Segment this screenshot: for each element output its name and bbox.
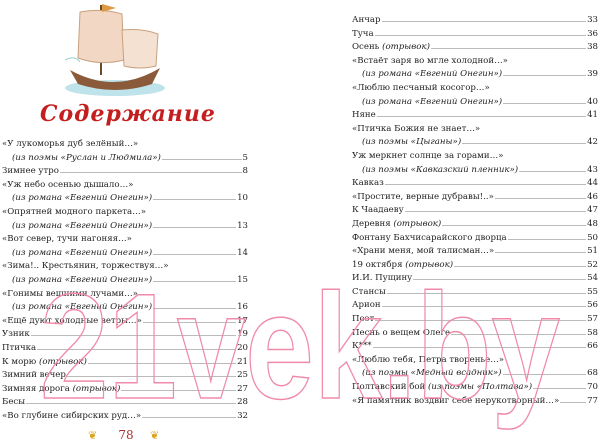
leader-line xyxy=(387,293,586,294)
entry-page: 13 xyxy=(237,220,248,231)
toc-entry-title xyxy=(2,410,141,424)
entry-text: «Люблю тебя, Петра творенье…» xyxy=(352,354,505,365)
toc-entry xyxy=(352,68,598,82)
toc-entry-title xyxy=(352,245,494,259)
leader-line xyxy=(143,322,236,323)
toc-entry xyxy=(352,123,598,137)
toc-entry xyxy=(352,191,598,205)
leader-line xyxy=(121,390,236,391)
toc-entry xyxy=(352,232,598,246)
entry-text: «Зима!.. Крестьянин, торжествуя…» xyxy=(2,261,169,272)
entry-page: 32 xyxy=(237,410,248,421)
leader-line xyxy=(88,363,236,364)
entry-source: (отрывок) xyxy=(72,383,121,394)
toc-entry-title xyxy=(12,274,152,288)
toc-entry xyxy=(352,218,598,232)
entry-page: 70 xyxy=(587,382,598,393)
entry-text: Зимнее утро xyxy=(2,166,59,177)
leader-line xyxy=(560,402,586,403)
toc-entry xyxy=(352,340,598,354)
toc-entry xyxy=(352,367,598,381)
toc-entry-title xyxy=(12,152,161,166)
entry-page: 54 xyxy=(587,273,598,284)
toc-entry xyxy=(2,220,248,234)
entry-text: «Опрятней модного паркета…» xyxy=(2,206,146,217)
leader-line xyxy=(377,116,586,117)
entry-text: «Люблю песчаный косогор…» xyxy=(352,82,490,93)
leader-line xyxy=(385,184,586,185)
toc-entry-title xyxy=(2,288,138,302)
toc-entry xyxy=(352,299,598,313)
entry-source: (из романа «Евгений Онегин») xyxy=(12,247,153,258)
toc-entry xyxy=(2,396,248,410)
leader-line xyxy=(382,306,586,307)
toc-entry xyxy=(352,41,598,55)
leader-line xyxy=(153,281,236,282)
toc-entry xyxy=(352,28,598,42)
toc-entry xyxy=(352,245,598,259)
toc-entry-title xyxy=(352,28,374,42)
leader-line xyxy=(533,388,586,389)
toc-entry-title xyxy=(2,165,59,179)
toc-entry xyxy=(352,164,598,178)
entry-page: 68 xyxy=(587,368,598,379)
leader-line xyxy=(153,308,236,309)
toc-entry xyxy=(2,410,248,424)
entry-text: Уж меркнет солнце за горами…» xyxy=(352,150,504,161)
entry-page: 44 xyxy=(587,178,598,189)
entry-text: Фонтану Бахчисарайского дворца xyxy=(352,232,507,243)
entry-page: 25 xyxy=(237,370,248,381)
toc-entry xyxy=(352,381,598,395)
entry-text: Анчар xyxy=(352,15,381,25)
entry-page: 52 xyxy=(587,259,598,270)
toc-entry xyxy=(352,259,598,273)
entry-page: 21 xyxy=(237,356,248,367)
entry-source: (из романа «Евгений Онегин») xyxy=(12,193,153,204)
toc-entry-title xyxy=(362,136,461,150)
toc-entry xyxy=(2,342,248,356)
entry-source: (из поэмы «Кавказский пленник») xyxy=(362,164,519,175)
toc-entry-title xyxy=(2,179,133,193)
toc-entry xyxy=(2,301,248,315)
toc-entry-title xyxy=(2,233,132,247)
entry-source: (из поэмы «Полтава») xyxy=(428,382,533,393)
entry-page: 50 xyxy=(587,232,598,243)
toc-entry xyxy=(2,165,248,179)
toc-entry xyxy=(2,315,248,329)
toc-entry-title xyxy=(352,340,372,354)
toc-entry-title xyxy=(352,259,453,273)
entry-source: (из романа «Евгений Онегин») xyxy=(12,220,153,231)
entry-page: 47 xyxy=(587,205,598,216)
entry-text: «Храни меня, мой талисман…» xyxy=(352,246,495,257)
entry-text: Бесы xyxy=(2,397,26,408)
toc-entry xyxy=(352,204,598,218)
toc-entry xyxy=(2,192,248,206)
entry-text: «Уж небо осенью дышало…» xyxy=(2,179,134,190)
entry-source: (из поэмы «Руслан и Людмила») xyxy=(12,152,161,163)
entry-page: 20 xyxy=(237,342,248,353)
entry-page: 14 xyxy=(237,247,248,258)
toc-entry-title xyxy=(2,396,25,410)
toc-entry-title xyxy=(352,41,430,55)
toc-entry-title xyxy=(352,204,404,218)
ship-illustration xyxy=(60,0,170,100)
toc-entry-title xyxy=(352,395,559,409)
entry-page: 51 xyxy=(587,246,598,257)
toc-entry xyxy=(352,136,598,150)
toc-entry-title xyxy=(352,218,441,232)
entry-source: (отрывок) xyxy=(382,42,430,53)
entry-page: 38 xyxy=(587,42,598,53)
toc-entry xyxy=(2,369,248,383)
leader-line xyxy=(60,172,242,173)
leader-line xyxy=(31,335,236,336)
entry-text: «Гонимы вешними лучами…» xyxy=(2,288,138,299)
leader-line xyxy=(454,266,586,267)
entry-text: Стансы xyxy=(352,286,386,297)
leader-line xyxy=(442,225,586,226)
entry-text: К морю xyxy=(2,356,39,367)
toc-entry-title xyxy=(352,272,412,286)
toc-entry xyxy=(2,274,248,288)
toc-entry xyxy=(2,356,248,370)
leader-line xyxy=(405,211,586,212)
entry-text: Няне xyxy=(352,110,376,121)
entry-text: Песнь о вещем Олеге xyxy=(352,327,451,338)
entry-text: Зимняя дорога xyxy=(2,383,73,394)
leader-line xyxy=(519,171,586,172)
entry-text: Птичка xyxy=(2,342,37,353)
toc-entry-title xyxy=(2,356,87,370)
entry-source: (из романа «Евгений Онегин») xyxy=(12,302,153,313)
leader-line xyxy=(503,103,586,104)
entry-text: К Чаадаеву xyxy=(352,205,404,216)
toc-entry xyxy=(2,206,248,220)
entry-text: Арион xyxy=(352,300,381,311)
leader-line xyxy=(162,159,242,160)
toc-entry xyxy=(2,328,248,342)
toc-entry xyxy=(352,272,598,286)
entry-page: 46 xyxy=(587,191,598,202)
leader-line xyxy=(375,35,586,36)
toc-left-column xyxy=(2,138,248,423)
toc-entry xyxy=(352,150,598,164)
entry-source: (из романа «Евгений Онегин») xyxy=(362,96,503,107)
toc-entry-title xyxy=(2,369,66,383)
entry-text: «Я памятник воздвиг себе нерукотворный…» xyxy=(352,395,560,406)
toc-entry-title xyxy=(362,96,502,110)
toc-entry xyxy=(352,55,598,69)
entry-source: (из поэмы «Медный всадник») xyxy=(362,368,502,379)
entry-page: 10 xyxy=(237,193,248,204)
leader-line xyxy=(142,417,236,418)
toc-entry-title xyxy=(12,220,152,234)
entry-page: 55 xyxy=(587,286,598,297)
toc-entry-title xyxy=(352,313,374,327)
leader-line xyxy=(67,376,236,377)
toc-entry-title xyxy=(352,55,508,69)
entry-source: (отрывок) xyxy=(405,259,454,270)
toc-entry-title xyxy=(352,354,504,368)
leader-line xyxy=(495,198,586,199)
toc-entry-title xyxy=(352,123,480,137)
entry-page: 40 xyxy=(587,96,598,107)
toc-right-column xyxy=(352,14,598,408)
entry-text: К*** xyxy=(352,341,372,352)
toc-entry-title xyxy=(12,247,152,261)
entry-page: 41 xyxy=(587,110,598,121)
toc-entry-title xyxy=(2,206,146,220)
leader-line xyxy=(462,143,586,144)
leader-line xyxy=(375,320,586,321)
leader-line xyxy=(431,48,586,49)
toc-entry xyxy=(352,313,598,327)
toc-entry xyxy=(2,152,248,166)
toc-entry xyxy=(2,288,248,302)
leader-line xyxy=(495,252,586,253)
leader-line xyxy=(451,334,586,335)
toc-entry-title xyxy=(352,177,384,191)
toc-entry xyxy=(352,109,598,123)
toc-entry-title xyxy=(12,192,152,206)
toc-entry-title xyxy=(352,381,532,395)
entry-page: 8 xyxy=(242,166,248,177)
entry-page: 39 xyxy=(587,69,598,80)
toc-entry xyxy=(2,247,248,261)
toc-entry xyxy=(2,383,248,397)
entry-text: «Вот север, тучи нагоняя…» xyxy=(2,234,132,245)
toc-entry xyxy=(2,260,248,274)
entry-text: Зимний вечер xyxy=(2,370,66,381)
toc-entry-title xyxy=(352,327,450,341)
leader-line xyxy=(153,199,236,200)
entry-page: 17 xyxy=(237,315,248,326)
toc-entry-title xyxy=(352,286,386,300)
entry-page: 56 xyxy=(587,300,598,311)
leader-line xyxy=(37,349,236,350)
leader-line xyxy=(508,239,586,240)
toc-entry-title xyxy=(352,14,381,28)
toc-entry-title xyxy=(352,299,381,313)
ornament-left-icon: ❦ xyxy=(88,429,98,442)
toc-entry xyxy=(2,233,248,247)
entry-text: Полтавский бой xyxy=(352,382,429,393)
entry-text: «Птичка Божия не знает…» xyxy=(352,123,481,134)
toc-entry-title xyxy=(362,367,502,381)
entry-source: (из романа «Евгений Онегин») xyxy=(12,274,153,285)
leader-line xyxy=(153,254,236,255)
toc-entry-title xyxy=(2,315,142,329)
leader-line xyxy=(26,403,236,404)
entry-text: «Простите, верные дубравы!..» xyxy=(352,191,494,202)
entry-page: 57 xyxy=(587,314,598,325)
toc-entry-title xyxy=(362,164,518,178)
entry-page: 43 xyxy=(587,164,598,175)
toc-entry-title xyxy=(2,342,36,356)
toc-entry xyxy=(352,14,598,28)
entry-page: 42 xyxy=(587,137,598,148)
leader-line xyxy=(503,75,586,76)
entry-page: 33 xyxy=(587,15,598,25)
entry-text: «У лукоморья дуб зелёный…» xyxy=(2,139,139,149)
entry-page: 36 xyxy=(587,28,598,39)
leader-line xyxy=(503,374,587,375)
toc-entry xyxy=(352,82,598,96)
toc-entry xyxy=(352,327,598,341)
entry-text: 19 октября xyxy=(352,259,406,270)
entry-text: «Во глубине сибирских руд…» xyxy=(2,410,142,421)
leader-line xyxy=(413,279,586,280)
entry-page: 16 xyxy=(237,302,248,313)
entry-page: 48 xyxy=(587,218,598,229)
toc-entry-title xyxy=(352,82,490,96)
entry-page: 27 xyxy=(237,383,248,394)
entry-text: Деревня xyxy=(352,218,394,229)
entry-page: 15 xyxy=(237,274,248,285)
toc-entry xyxy=(352,286,598,300)
toc-entry-title xyxy=(2,260,169,274)
ornament-right-icon: ❦ xyxy=(150,429,160,442)
toc-entry xyxy=(352,177,598,191)
toc-entry-title xyxy=(352,232,507,246)
entry-text: Кавказ xyxy=(352,178,384,189)
leader-line xyxy=(382,21,587,22)
page-number: 78 xyxy=(118,428,134,442)
leader-line xyxy=(373,347,587,348)
entry-page: 77 xyxy=(587,395,598,406)
entry-text: Осень xyxy=(352,42,383,53)
entry-source: (из романа «Евгений Онегин») xyxy=(362,69,503,80)
toc-entry-title xyxy=(2,328,30,342)
leader-line xyxy=(153,227,236,228)
toc-entry-title xyxy=(2,138,138,152)
entry-page: 19 xyxy=(237,329,248,340)
toc-entry-title xyxy=(362,68,502,82)
entry-text: Поэт xyxy=(352,314,375,325)
svg-text:21vek.by: 21vek.by xyxy=(40,262,560,430)
toc-entry xyxy=(352,96,598,110)
page-title: Содержание xyxy=(40,101,216,127)
toc-entry xyxy=(2,179,248,193)
entry-page: 58 xyxy=(587,327,598,338)
entry-source: (отрывок) xyxy=(38,356,87,367)
toc-entry xyxy=(352,395,598,409)
toc-entry xyxy=(352,354,598,368)
toc-entry-title xyxy=(12,301,152,315)
toc-entry-title xyxy=(352,109,376,123)
entry-text: Туча xyxy=(352,28,374,39)
entry-text: «Встаёт заря во мгле холодной…» xyxy=(352,55,508,66)
toc-entry xyxy=(2,138,248,152)
entry-text: И.И. Пущину xyxy=(352,273,413,284)
entry-text: «Ещё дуют холодные ветры…» xyxy=(2,315,142,326)
entry-source: (отрывок) xyxy=(393,218,442,229)
entry-text: Узник xyxy=(2,329,30,340)
entry-page: 5 xyxy=(242,152,248,163)
entry-page: 66 xyxy=(587,341,598,352)
toc-entry-title xyxy=(352,150,503,164)
toc-entry-title xyxy=(352,191,494,205)
toc-entry-title xyxy=(2,383,120,397)
entry-page: 28 xyxy=(237,397,248,408)
entry-source: (из поэмы «Цыганы») xyxy=(362,137,462,148)
